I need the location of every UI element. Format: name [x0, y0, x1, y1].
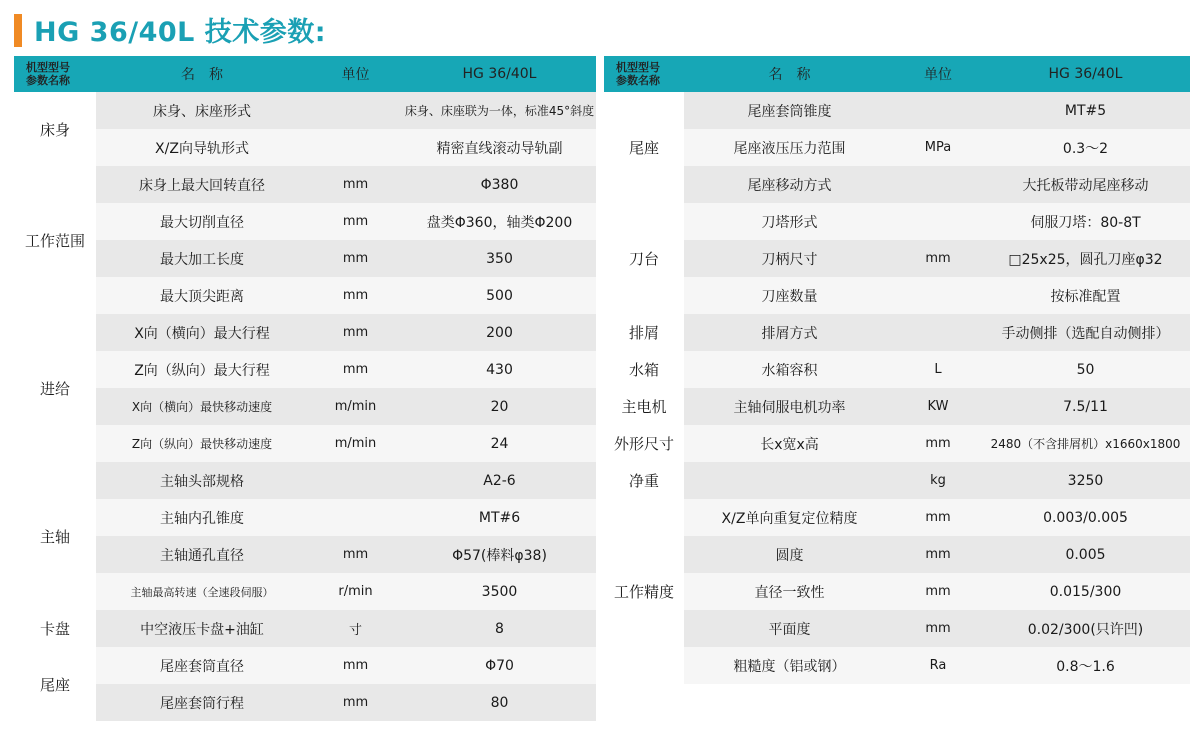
- param-value: 3250: [981, 462, 1190, 499]
- table-row: [604, 129, 1190, 166]
- param-name: 刀柄尺寸: [684, 240, 895, 277]
- table-row: [604, 277, 1190, 314]
- param-unit: mm: [308, 536, 403, 573]
- param-name: X/Z向导轨形式: [96, 129, 308, 166]
- table-row: [14, 462, 596, 499]
- group-label: 主轴: [14, 462, 96, 610]
- param-unit: m/min: [308, 388, 403, 425]
- table-row: [14, 425, 596, 462]
- param-unit: [895, 277, 981, 314]
- param-unit: mm: [308, 203, 403, 240]
- param-value: 盘类Φ360，轴类Φ200: [403, 203, 596, 240]
- table-row: [14, 388, 596, 425]
- param-value: 0.005: [981, 536, 1190, 573]
- header-corner-line2: 参数名称: [616, 74, 660, 87]
- header-name: 名 称: [684, 56, 895, 92]
- param-value: 0.015/300: [981, 573, 1190, 610]
- param-unit: [895, 92, 981, 129]
- table-row: [604, 610, 1190, 647]
- param-name: 最大顶尖距离: [96, 277, 308, 314]
- param-unit: mm: [308, 351, 403, 388]
- param-unit: L: [895, 351, 981, 388]
- param-name: X/Z单向重复定位精度: [684, 499, 895, 536]
- param-unit: KW: [895, 388, 981, 425]
- param-value: 0.8～1.6: [981, 647, 1190, 684]
- group-label: 主电机: [604, 388, 684, 425]
- group-label: 床身: [14, 92, 96, 166]
- table-row: [14, 647, 596, 684]
- group-label: 工作范围: [14, 166, 96, 314]
- param-name: 主轴头部规格: [96, 462, 308, 499]
- table-row: [14, 351, 596, 388]
- header-corner-line1: 机型型号: [616, 61, 660, 74]
- header-corner: [14, 56, 96, 92]
- param-name: 主轴伺服电机功率: [684, 388, 895, 425]
- param-unit: m/min: [308, 425, 403, 462]
- param-unit: mm: [308, 240, 403, 277]
- param-value: 伺服刀塔：80-8T: [981, 203, 1190, 240]
- param-unit: mm: [308, 277, 403, 314]
- table-row: [604, 647, 1190, 684]
- param-unit: kg: [895, 462, 981, 499]
- param-name: 粗糙度（铝或钢）: [684, 647, 895, 684]
- param-unit: mm: [895, 425, 981, 462]
- param-name: 主轴内孔锥度: [96, 499, 308, 536]
- param-name: 水箱容积: [684, 351, 895, 388]
- param-name: [684, 462, 895, 499]
- header-model: HG 36/40L: [981, 56, 1190, 92]
- table-row: [14, 314, 596, 351]
- param-name: X向（横向）最快移动速度: [96, 388, 308, 425]
- param-unit: mm: [895, 610, 981, 647]
- param-value: 0.003/0.005: [981, 499, 1190, 536]
- param-unit: mm: [895, 536, 981, 573]
- group-label: 尾座: [604, 92, 684, 203]
- param-unit: mm: [308, 314, 403, 351]
- group-label: 外形尺寸: [604, 425, 684, 462]
- header-model: HG 36/40L: [403, 56, 596, 92]
- title-accent-bar: [14, 14, 22, 47]
- table-row: [604, 425, 1190, 462]
- param-value: 2480（不含排屑机）x1660x1800: [981, 425, 1190, 462]
- param-name: 圆度: [684, 536, 895, 573]
- table-row: [14, 499, 596, 536]
- param-name: 床身、床座形式: [96, 92, 308, 129]
- param-value: 24: [403, 425, 596, 462]
- param-name: 直径一致性: [684, 573, 895, 610]
- table-row: [604, 462, 1190, 499]
- param-name: 最大加工长度: [96, 240, 308, 277]
- table-row: [14, 203, 596, 240]
- param-value: A2-6: [403, 462, 596, 499]
- param-unit: mm: [895, 573, 981, 610]
- param-value: 430: [403, 351, 596, 388]
- param-name: 排屑方式: [684, 314, 895, 351]
- table-row: [14, 536, 596, 573]
- param-name: 尾座移动方式: [684, 166, 895, 203]
- param-name: 主轴通孔直径: [96, 536, 308, 573]
- param-name: 尾座套筒锥度: [684, 92, 895, 129]
- page-title: HG 36/40L 技术参数:: [34, 17, 327, 48]
- table-row: [604, 203, 1190, 240]
- param-value: 8: [403, 610, 596, 647]
- table-row: [14, 92, 596, 129]
- param-value: 床身、床座联为一体，标准45°斜度: [403, 92, 596, 129]
- param-value: 80: [403, 684, 596, 721]
- param-value: 350: [403, 240, 596, 277]
- spec-table-right: [604, 56, 1190, 684]
- param-value: 大托板带动尾座移动: [981, 166, 1190, 203]
- param-unit: r/min: [308, 573, 403, 610]
- param-name: 最大切削直径: [96, 203, 308, 240]
- spec-table-left: [14, 56, 596, 721]
- param-value: □25x25，圆孔刀座φ32: [981, 240, 1190, 277]
- table-row: [14, 610, 596, 647]
- param-name: 床身上最大回转直径: [96, 166, 308, 203]
- param-value: Φ57(棒料φ38): [403, 536, 596, 573]
- header-name: 名 称: [96, 56, 308, 92]
- group-label: 尾座: [14, 647, 96, 721]
- table-row: [604, 388, 1190, 425]
- param-unit: mm: [308, 684, 403, 721]
- table-row: [604, 499, 1190, 536]
- group-label: 水箱: [604, 351, 684, 388]
- param-name: 尾座液压压力范围: [684, 129, 895, 166]
- param-unit: [308, 92, 403, 129]
- param-unit: mm: [308, 166, 403, 203]
- param-name: 尾座套筒直径: [96, 647, 308, 684]
- table-row: [604, 536, 1190, 573]
- param-name: 刀座数量: [684, 277, 895, 314]
- param-unit: mm: [895, 240, 981, 277]
- param-value: Φ380: [403, 166, 596, 203]
- param-value: 7.5/11: [981, 388, 1190, 425]
- param-unit: [895, 166, 981, 203]
- param-value: 20: [403, 388, 596, 425]
- group-label: 排屑: [604, 314, 684, 351]
- param-value: 手动侧排（选配自动侧排）: [981, 314, 1190, 351]
- table-row: [14, 277, 596, 314]
- header-unit: 单位: [895, 56, 981, 92]
- param-name: 中空液压卡盘+油缸: [96, 610, 308, 647]
- param-name: X向（横向）最大行程: [96, 314, 308, 351]
- table-header-row: [604, 56, 1190, 92]
- param-value: MT#5: [981, 92, 1190, 129]
- param-name: 平面度: [684, 610, 895, 647]
- group-label: 进给: [14, 314, 96, 462]
- table-row: [14, 240, 596, 277]
- param-value: 200: [403, 314, 596, 351]
- param-unit: [895, 314, 981, 351]
- table-row: [14, 684, 596, 721]
- param-name: 尾座套筒行程: [96, 684, 308, 721]
- param-value: MT#6: [403, 499, 596, 536]
- table-row: [604, 351, 1190, 388]
- param-name: 长x宽x高: [684, 425, 895, 462]
- param-value: 500: [403, 277, 596, 314]
- table-row: [14, 166, 596, 203]
- param-unit: mm: [895, 499, 981, 536]
- param-unit: [308, 129, 403, 166]
- param-value: 精密直线滚动导轨副: [403, 129, 596, 166]
- param-value: 50: [981, 351, 1190, 388]
- header-corner-line2: 参数名称: [26, 74, 70, 87]
- header-unit: 单位: [308, 56, 403, 92]
- param-unit: [308, 462, 403, 499]
- param-name: 主轴最高转速（全速段伺服）: [96, 573, 308, 610]
- param-name: Z向（纵向）最快移动速度: [96, 425, 308, 462]
- param-value: 0.02/300(只许凹): [981, 610, 1190, 647]
- table-row: [604, 314, 1190, 351]
- param-unit: [895, 203, 981, 240]
- table-row: [604, 92, 1190, 129]
- param-unit: mm: [308, 647, 403, 684]
- param-unit: MPa: [895, 129, 981, 166]
- param-unit: Ra: [895, 647, 981, 684]
- param-value: 0.3～2: [981, 129, 1190, 166]
- table-row: [604, 166, 1190, 203]
- header-corner: [604, 56, 684, 92]
- param-unit: 寸: [308, 610, 403, 647]
- group-label: 净重: [604, 462, 684, 499]
- table-header-row: [14, 56, 596, 92]
- param-value: 按标准配置: [981, 277, 1190, 314]
- table-row: [604, 573, 1190, 610]
- param-value: Φ70: [403, 647, 596, 684]
- param-name: Z向（纵向）最大行程: [96, 351, 308, 388]
- table-row: [604, 240, 1190, 277]
- header-corner-line1: 机型型号: [26, 61, 70, 74]
- param-unit: [308, 499, 403, 536]
- param-value: 3500: [403, 573, 596, 610]
- group-label: 刀台: [604, 203, 684, 314]
- group-label: 卡盘: [14, 610, 96, 647]
- table-row: [14, 573, 596, 610]
- group-label: 工作精度: [604, 499, 684, 684]
- table-row: [14, 129, 596, 166]
- param-name: 刀塔形式: [684, 203, 895, 240]
